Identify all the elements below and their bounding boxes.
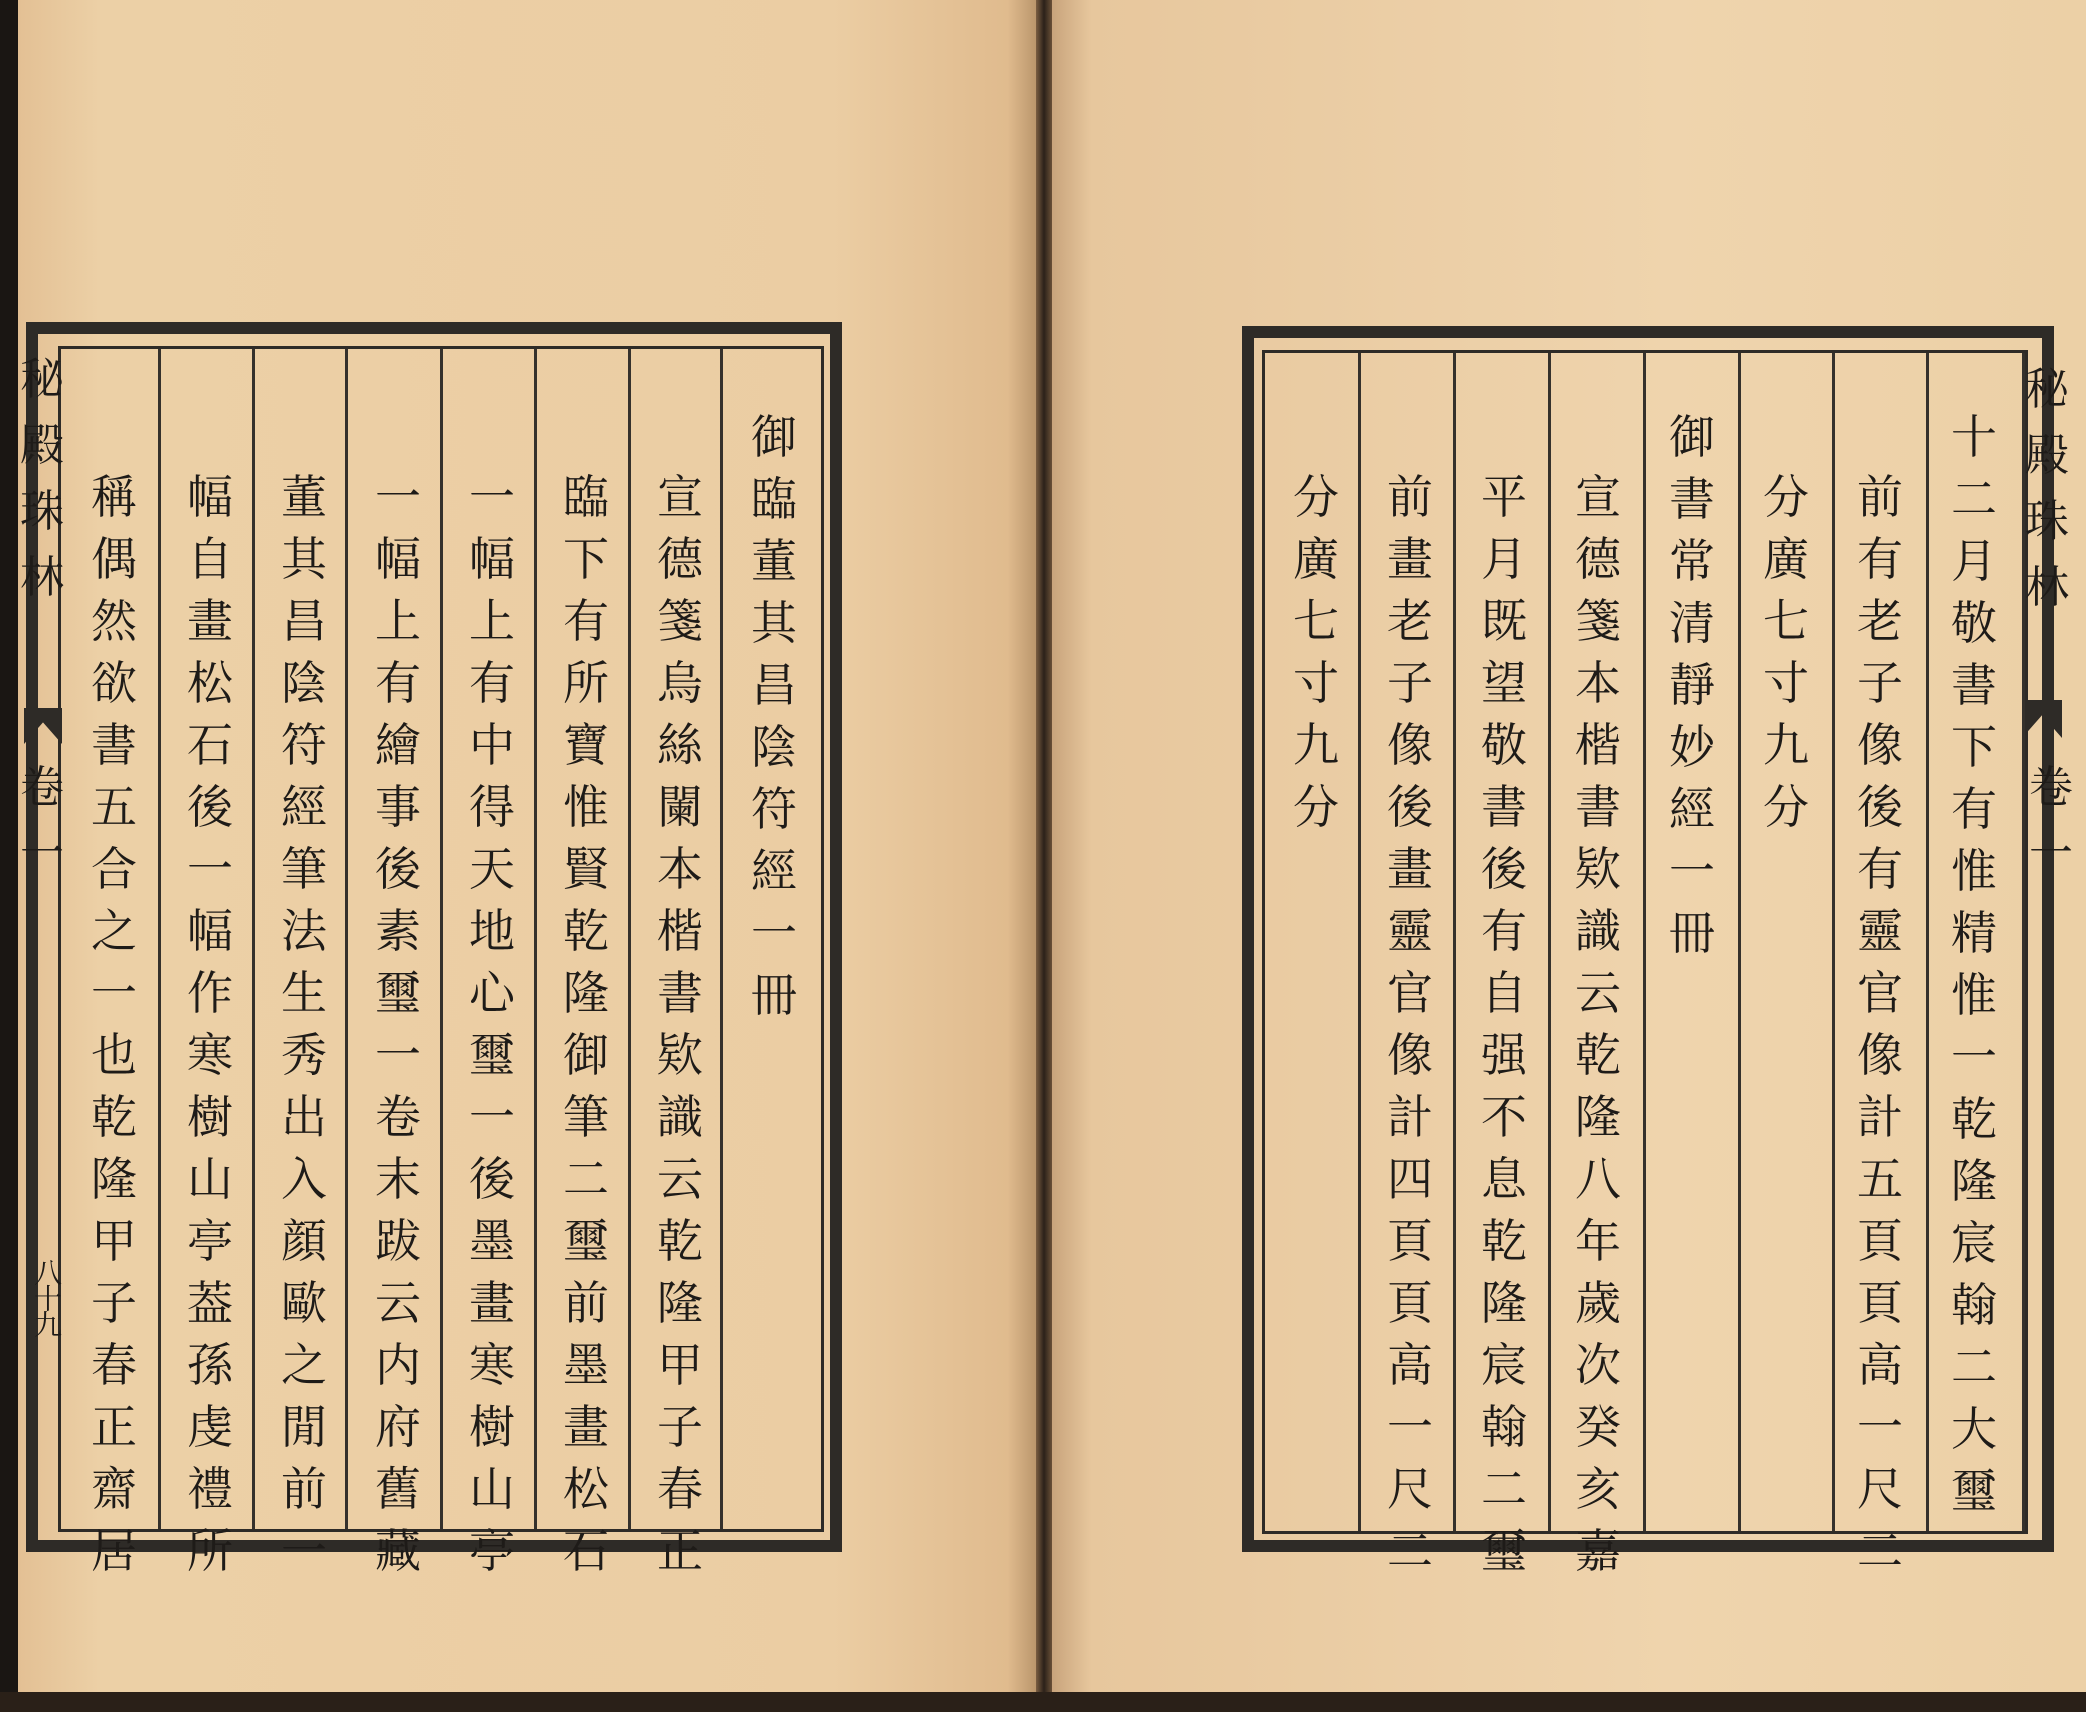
glyph: 有	[375, 656, 421, 710]
glyph: 後	[1387, 780, 1433, 834]
glyph: 事	[375, 780, 421, 834]
glyph: 甲	[91, 1214, 137, 1268]
glyph: 惟	[563, 780, 609, 834]
glyph: 董	[751, 534, 797, 588]
glyph: 年	[1575, 1214, 1621, 1268]
glyph: 平	[1481, 470, 1527, 524]
glyph: 林	[20, 552, 64, 603]
glyph: 御	[1669, 410, 1715, 464]
glyph: 末	[375, 1152, 421, 1206]
glyph: 舊	[375, 1462, 421, 1516]
glyph: 一	[1951, 1030, 1997, 1084]
glyph: 寒	[469, 1338, 515, 1392]
glyph: 卷	[2029, 762, 2073, 813]
glyph: 一	[2029, 828, 2073, 879]
glyph: 秀	[281, 1028, 327, 1082]
glyph: 幅	[469, 532, 515, 586]
glyph: 一	[281, 1524, 327, 1578]
glyph: 春	[91, 1338, 137, 1392]
text-column	[1948, 410, 2000, 1530]
column-rule	[1358, 353, 1361, 1531]
glyph: 甲	[657, 1338, 703, 1392]
glyph: 隆	[1481, 1276, 1527, 1330]
glyph: 昌	[751, 658, 797, 712]
column-rule	[440, 349, 443, 1529]
glyph: 作	[187, 966, 233, 1020]
glyph: 虔	[187, 1400, 233, 1454]
glyph: 一	[187, 842, 233, 896]
glyph: 有	[563, 594, 609, 648]
glyph: 經	[1669, 782, 1715, 836]
glyph: 翰	[1951, 1278, 1997, 1332]
glyph: 臨	[751, 472, 797, 526]
glyph: 識	[657, 1090, 703, 1144]
glyph: 子	[1857, 656, 1903, 710]
glyph: 下	[1951, 720, 1997, 774]
glyph: 後	[375, 842, 421, 896]
text-column	[1572, 470, 1624, 1590]
glyph: 書	[657, 966, 703, 1020]
glyph: 亭	[187, 1214, 233, 1268]
glyph: 頁	[1387, 1214, 1433, 1268]
glyph: 既	[1481, 594, 1527, 648]
glyph: 絲	[657, 718, 703, 772]
glyph: 隆	[657, 1276, 703, 1330]
glyph: 上	[469, 594, 515, 648]
glyph: 御	[751, 410, 797, 464]
glyph: 正	[91, 1400, 137, 1454]
column-rule	[628, 349, 631, 1529]
glyph: 松	[563, 1462, 609, 1516]
glyph: 山	[187, 1152, 233, 1206]
glyph: 一	[1669, 844, 1715, 898]
left-fold-juan	[20, 762, 64, 898]
glyph: 隆	[1575, 1090, 1621, 1144]
left-page-number: 八十九	[30, 1258, 63, 1336]
column-rule	[1926, 353, 1929, 1531]
glyph: 高	[1857, 1338, 1903, 1392]
text-column	[1760, 470, 1812, 846]
glyph: 二	[1481, 1462, 1527, 1516]
glyph: 御	[563, 1028, 609, 1082]
glyph: 宸	[1481, 1338, 1527, 1392]
glyph: 賢	[563, 842, 609, 896]
glyph: 老	[1387, 594, 1433, 648]
text-column	[1478, 470, 1530, 1590]
glyph: 九	[1763, 718, 1809, 772]
glyph: 璽	[1951, 1464, 1997, 1518]
glyph: 上	[375, 594, 421, 648]
glyph: 月	[1481, 532, 1527, 586]
glyph: 法	[281, 904, 327, 958]
glyph: 冊	[1669, 906, 1715, 960]
glyph: 正	[657, 1524, 703, 1578]
glyph: 一	[751, 906, 797, 960]
glyph: 後	[1481, 842, 1527, 896]
glyph: 符	[751, 782, 797, 836]
column-rule	[2022, 353, 2025, 1531]
glyph: 經	[281, 780, 327, 834]
glyph: 前	[563, 1276, 609, 1330]
glyph: 敬	[1481, 718, 1527, 772]
glyph: 二	[563, 1152, 609, 1206]
glyph: 跋	[375, 1214, 421, 1268]
glyph: 一	[20, 828, 64, 879]
glyph: 九	[1293, 718, 1339, 772]
glyph: 識	[1575, 904, 1621, 958]
glyph: 乾	[657, 1214, 703, 1268]
glyph: 分	[1763, 470, 1809, 524]
glyph: 書	[1481, 780, 1527, 834]
glyph: 書	[1951, 658, 1997, 712]
glyph: 石	[563, 1524, 609, 1578]
glyph: 有	[1857, 532, 1903, 586]
glyph: 偶	[91, 532, 137, 586]
glyph: 分	[1293, 470, 1339, 524]
glyph: 五	[91, 780, 137, 834]
glyph: 分	[1763, 780, 1809, 834]
glyph: 珠	[20, 486, 64, 537]
glyph: 乾	[1951, 1092, 1997, 1146]
glyph: 林	[2025, 562, 2069, 613]
text-column	[748, 410, 800, 1034]
glyph: 府	[375, 1400, 421, 1454]
glyph: 前	[1387, 470, 1433, 524]
glyph: 子	[657, 1400, 703, 1454]
glyph: 亥	[1575, 1462, 1621, 1516]
glyph: 一	[469, 1090, 515, 1144]
glyph: 頁	[1857, 1214, 1903, 1268]
glyph: 之	[91, 904, 137, 958]
glyph: 强	[1481, 1028, 1527, 1082]
glyph: 子	[91, 1276, 137, 1330]
glyph: 惟	[1951, 844, 1997, 898]
glyph: 其	[281, 532, 327, 586]
glyph: 有	[1481, 904, 1527, 958]
glyph: 寸	[1763, 656, 1809, 710]
glyph: 有	[1857, 842, 1903, 896]
glyph: 云	[375, 1276, 421, 1330]
glyph: 書	[91, 718, 137, 772]
glyph: 十	[1951, 410, 1997, 464]
glyph: 石	[187, 718, 233, 772]
column-rule	[158, 349, 161, 1529]
glyph: 繪	[375, 718, 421, 772]
column-rule	[345, 349, 348, 1529]
glyph: 八	[1575, 1152, 1621, 1206]
glyph: 宸	[1951, 1216, 1997, 1270]
right-fold-title	[2022, 364, 2072, 632]
glyph: 自	[1481, 966, 1527, 1020]
text-column	[278, 470, 330, 1590]
glyph: 敬	[1951, 596, 1997, 650]
glyph: 欵	[1575, 842, 1621, 896]
glyph: 像	[1857, 718, 1903, 772]
glyph: 德	[657, 532, 703, 586]
glyph: 寸	[1293, 656, 1339, 710]
glyph: 後	[469, 1152, 515, 1206]
glyph: 宣	[657, 470, 703, 524]
glyph: 二	[1387, 1524, 1433, 1578]
glyph: 七	[1763, 594, 1809, 648]
glyph: 稱	[91, 470, 137, 524]
glyph: 顔	[281, 1214, 327, 1268]
glyph: 本	[1575, 656, 1621, 710]
glyph: 官	[1857, 966, 1903, 1020]
glyph: 符	[281, 718, 327, 772]
glyph: 望	[1481, 656, 1527, 710]
glyph: 像	[1857, 1028, 1903, 1082]
glyph: 前	[281, 1462, 327, 1516]
glyph: 筆	[563, 1090, 609, 1144]
glyph: 隆	[563, 966, 609, 1020]
glyph: 計	[1857, 1090, 1903, 1144]
glyph: 乾	[563, 904, 609, 958]
column-rule	[1832, 353, 1835, 1531]
glyph: 畫	[563, 1400, 609, 1454]
glyph: 樹	[187, 1090, 233, 1144]
glyph: 經	[751, 844, 797, 898]
column-rule	[1643, 353, 1646, 1531]
glyph: 歐	[281, 1276, 327, 1330]
glyph: 墨	[563, 1338, 609, 1392]
glyph: 生	[281, 966, 327, 1020]
glyph: 得	[469, 780, 515, 834]
glyph: 幅	[187, 470, 233, 524]
glyph: 後	[1857, 780, 1903, 834]
glyph: 子	[1387, 656, 1433, 710]
glyph: 殿	[2025, 430, 2069, 481]
glyph: 隆	[1951, 1154, 1997, 1208]
glyph: 内	[375, 1338, 421, 1392]
glyph: 云	[657, 1152, 703, 1206]
glyph: 箋	[1575, 594, 1621, 648]
glyph: 廣	[1293, 532, 1339, 586]
column-rule	[1548, 353, 1551, 1531]
glyph: 畫	[469, 1276, 515, 1330]
glyph: 璽	[375, 966, 421, 1020]
glyph: 云	[1575, 966, 1621, 1020]
glyph: 書	[1669, 472, 1715, 526]
glyph: 藏	[375, 1524, 421, 1578]
glyph: 樹	[469, 1400, 515, 1454]
glyph: 闌	[657, 780, 703, 834]
glyph: 山	[469, 1462, 515, 1516]
glyph: 五	[1857, 1152, 1903, 1206]
glyph: 然	[91, 594, 137, 648]
glyph: 卷	[375, 1090, 421, 1144]
glyph: 頁	[1387, 1276, 1433, 1330]
glyph: 像	[1387, 718, 1433, 772]
text-column	[560, 470, 612, 1590]
glyph: 卷	[20, 762, 64, 813]
glyph: 葢	[187, 1276, 233, 1330]
glyph: 寒	[187, 1028, 233, 1082]
glyph: 孫	[187, 1338, 233, 1392]
glyph: 有	[1951, 782, 1997, 836]
glyph: 次	[1575, 1338, 1621, 1392]
glyph: 隆	[91, 1152, 137, 1206]
glyph: 墨	[469, 1214, 515, 1268]
glyph: 中	[469, 718, 515, 772]
glyph: 一	[469, 470, 515, 524]
text-column	[654, 470, 706, 1590]
glyph: 惟	[1951, 968, 1997, 1022]
glyph: 清	[1669, 596, 1715, 650]
glyph: 齋	[91, 1462, 137, 1516]
glyph: 有	[469, 656, 515, 710]
glyph: 癸	[1575, 1400, 1621, 1454]
glyph: 宣	[1575, 470, 1621, 524]
glyph: 靈	[1387, 904, 1433, 958]
glyph: 寶	[563, 718, 609, 772]
background-strip	[0, 1692, 2086, 1712]
text-column	[88, 470, 140, 1590]
glyph: 欵	[657, 1028, 703, 1082]
glyph: 高	[1387, 1338, 1433, 1392]
text-column	[1854, 470, 1906, 1590]
glyph: 精	[1951, 906, 1997, 960]
glyph: 筆	[281, 842, 327, 896]
glyph: 璽	[563, 1214, 609, 1268]
glyph: 二	[1951, 1340, 1997, 1394]
glyph: 頁	[1857, 1276, 1903, 1330]
glyph: 一	[1387, 1400, 1433, 1454]
glyph: 其	[751, 596, 797, 650]
glyph: 下	[563, 532, 609, 586]
glyph: 妙	[1669, 720, 1715, 774]
glyph: 自	[187, 532, 233, 586]
glyph: 乾	[1575, 1028, 1621, 1082]
text-column	[1290, 470, 1342, 846]
glyph: 璽	[469, 1028, 515, 1082]
glyph: 官	[1387, 966, 1433, 1020]
glyph: 箋	[657, 594, 703, 648]
glyph: 前	[1857, 470, 1903, 524]
glyph: 七	[1293, 594, 1339, 648]
glyph: 靜	[1669, 658, 1715, 712]
glyph: 像	[1387, 1028, 1433, 1082]
glyph: 禮	[187, 1462, 233, 1516]
glyph: 璽	[1481, 1524, 1527, 1578]
glyph: 本	[657, 842, 703, 896]
glyph: 一	[91, 966, 137, 1020]
glyph: 靈	[1857, 904, 1903, 958]
column-rule	[534, 349, 537, 1529]
glyph: 尺	[1387, 1462, 1433, 1516]
glyph: 四	[1387, 1152, 1433, 1206]
glyph: 所	[187, 1524, 233, 1578]
glyph: 一	[1857, 1400, 1903, 1454]
glyph: 常	[1669, 534, 1715, 588]
text-column	[1384, 470, 1436, 1590]
glyph: 也	[91, 1028, 137, 1082]
glyph: 閒	[281, 1400, 327, 1454]
glyph: 乾	[1481, 1214, 1527, 1268]
glyph: 大	[1951, 1402, 1997, 1456]
glyph: 尺	[1857, 1462, 1903, 1516]
text-column	[184, 470, 236, 1590]
glyph: 楷	[657, 904, 703, 958]
glyph: 嘉	[1575, 1524, 1621, 1578]
glyph: 計	[1387, 1090, 1433, 1144]
glyph: 乾	[91, 1090, 137, 1144]
glyph: 董	[281, 470, 327, 524]
glyph: 烏	[657, 656, 703, 710]
glyph: 亭	[469, 1524, 515, 1578]
glyph: 分	[1293, 780, 1339, 834]
glyph: 珠	[2025, 496, 2069, 547]
glyph: 歲	[1575, 1276, 1621, 1330]
glyph: 地	[469, 904, 515, 958]
column-rule	[1453, 353, 1456, 1531]
column-rule	[252, 349, 255, 1529]
text-column	[372, 470, 424, 1590]
glyph: 楷	[1575, 718, 1621, 772]
text-column	[466, 470, 518, 1590]
text-column	[1666, 410, 1718, 972]
glyph: 德	[1575, 532, 1621, 586]
glyph: 居	[91, 1524, 137, 1578]
glyph: 二	[1951, 472, 1997, 526]
glyph: 入	[281, 1152, 327, 1206]
glyph: 合	[91, 842, 137, 896]
glyph: 冊	[751, 968, 797, 1022]
glyph: 秘	[2025, 364, 2069, 415]
glyph: 陰	[281, 656, 327, 710]
glyph: 翰	[1481, 1400, 1527, 1454]
glyph: 春	[657, 1462, 703, 1516]
glyph: 息	[1481, 1152, 1527, 1206]
glyph: 昌	[281, 594, 327, 648]
glyph: 松	[187, 656, 233, 710]
glyph: 畫	[1387, 842, 1433, 896]
glyph: 殿	[20, 420, 64, 471]
left-fold-title	[20, 354, 64, 622]
glyph: 天	[469, 842, 515, 896]
glyph: 月	[1951, 534, 1997, 588]
glyph: 後	[187, 780, 233, 834]
book-gutter	[1036, 0, 1052, 1712]
glyph: 二	[1857, 1524, 1903, 1578]
glyph: 陰	[751, 720, 797, 774]
glyph: 畫	[187, 594, 233, 648]
column-rule	[720, 349, 723, 1529]
glyph: 之	[281, 1338, 327, 1392]
glyph: 老	[1857, 594, 1903, 648]
glyph: 廣	[1763, 532, 1809, 586]
column-rule	[1738, 353, 1741, 1531]
right-fold-juan	[2026, 762, 2076, 898]
glyph: 秘	[20, 354, 64, 405]
glyph: 心	[469, 966, 515, 1020]
glyph: 一	[375, 1028, 421, 1082]
glyph: 欲	[91, 656, 137, 710]
glyph: 不	[1481, 1090, 1527, 1144]
glyph: 幅	[187, 904, 233, 958]
glyph: 書	[1575, 780, 1621, 834]
glyph: 出	[281, 1090, 327, 1144]
glyph: 幅	[375, 532, 421, 586]
glyph: 所	[563, 656, 609, 710]
glyph: 臨	[563, 470, 609, 524]
glyph: 素	[375, 904, 421, 958]
glyph: 畫	[1387, 532, 1433, 586]
glyph: 一	[375, 470, 421, 524]
